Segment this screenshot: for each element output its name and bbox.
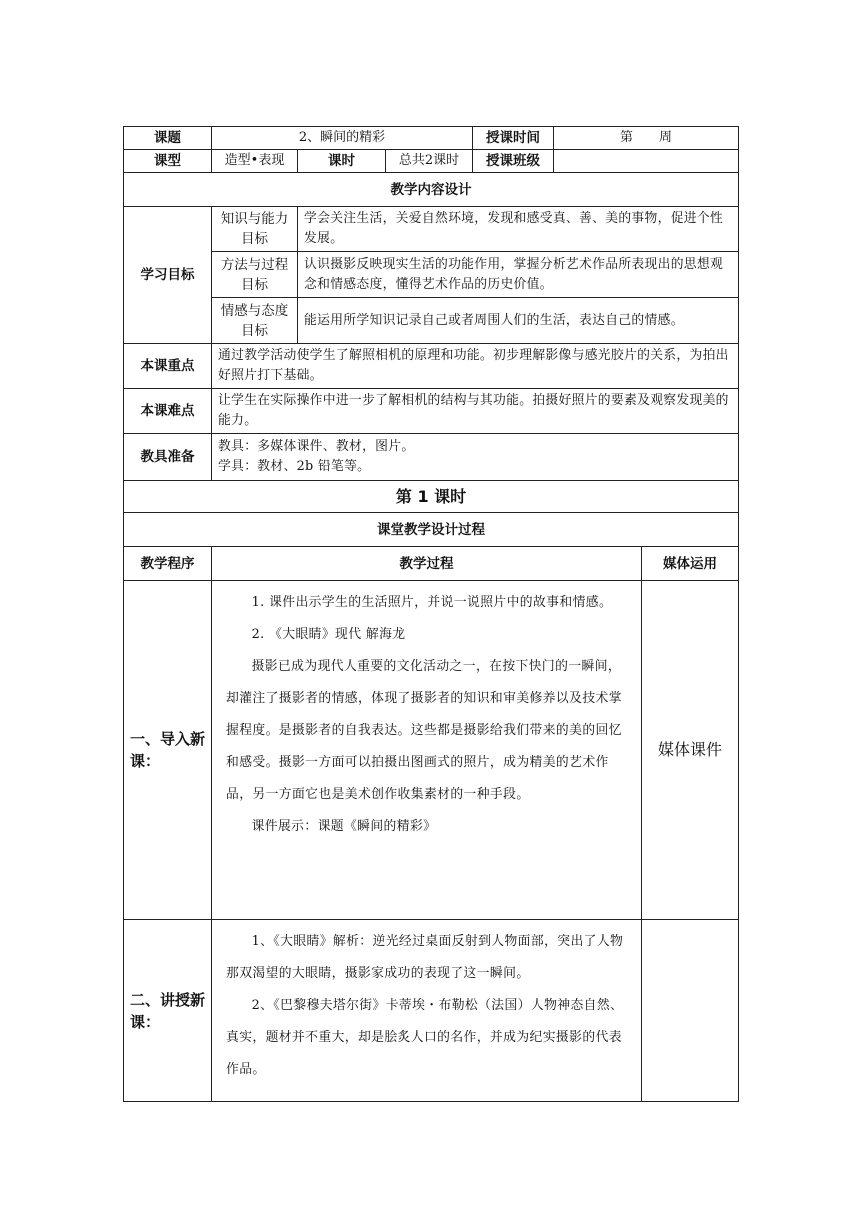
section-media-intro: 媒体课件: [642, 581, 739, 920]
column-media: 媒体运用: [642, 547, 739, 581]
difficulty-text: 让学生在实际操作中进一步了解相机的结构与其功能。拍摄好照片的要素及观察发现美的能力。: [212, 389, 739, 434]
process-title-row: [124, 513, 739, 547]
key-point-label: 本课重点: [124, 344, 212, 389]
hours-label: 课时: [298, 150, 386, 173]
class-value: [554, 150, 739, 173]
section-process-lecture: [212, 920, 642, 1102]
section-paragraph: 1、《大眼睛》解析：逆光经过桌面反射到人物面部，突出了人物那双渴望的大眼睛，摄影家成功的表现了这一瞬间。: [226, 934, 624, 981]
tools-row: [124, 434, 739, 481]
difficulty-row: [124, 389, 739, 434]
tools-text: [212, 434, 739, 481]
section-row-intro: [124, 581, 739, 920]
header-row-2: [124, 150, 739, 173]
section-media-lecture: [642, 920, 739, 1102]
type-label: 课型: [124, 150, 212, 173]
objective-row-3: [124, 298, 739, 344]
tools-label: 教具准备: [124, 434, 212, 481]
section-paragraph: 2. 《大眼睛》现代 解海龙: [251, 627, 406, 642]
topic-value: 2、瞬间的精彩: [212, 127, 473, 150]
section-label-intro: 一、导入新课：: [124, 581, 212, 920]
difficulty-label: 本课难点: [124, 389, 212, 434]
section-label-lecture: 二、讲授新课：: [124, 920, 212, 1102]
time-label: 授课时间: [473, 127, 554, 150]
column-procedure: 教学程序: [124, 547, 212, 581]
lesson-title: 第 1 课时: [124, 481, 739, 513]
section-paragraph: 课件展示：课题《瞬间的精彩》: [251, 819, 437, 834]
columns-row: [124, 547, 739, 581]
design-title: 教学内容设计: [124, 173, 739, 207]
lesson-plan-table-wrapper: [123, 126, 738, 1102]
section-paragraph: 2、《巴黎穆夫塔尔街》卡蒂埃・布勒松（法国）人物神态自然、真实，题材并不重大，却是脍炙人口的名作，并成为纪实摄影的代表作品。: [226, 998, 624, 1077]
lesson-title-row: [124, 481, 739, 513]
objective-name: 情感与态度目标: [212, 298, 298, 344]
section-process-intro: [212, 581, 642, 920]
key-point-row: [124, 344, 739, 389]
header-row-1: [124, 127, 739, 150]
objectives-label: 学习目标: [124, 207, 212, 344]
section-paragraph: 1. 课件出示学生的生活照片，并说一说照片中的故事和情感。: [251, 595, 613, 610]
type-value: 造型•表现: [212, 150, 298, 173]
tools-line-2: 学具：教材、2b 铅笔等。: [218, 459, 371, 474]
objective-name: 知识与能力目标: [212, 207, 298, 252]
objective-text: 能运用所学知识记录自己或者周围人们的生活，表达自己的情感。: [298, 298, 739, 344]
hours-value: 总共2课时: [386, 150, 473, 173]
objective-row-1: [124, 207, 739, 252]
section-row-lecture: [124, 920, 739, 1102]
key-point-text: 通过教学活动使学生了解照相机的原理和功能。初步理解影像与感光胶片的关系，为拍出好照片打下基础。: [212, 344, 739, 389]
class-label: 授课班级: [473, 150, 554, 173]
topic-label: 课题: [124, 127, 212, 150]
process-title: 课堂教学设计过程: [124, 513, 739, 547]
tools-line-1: 教具：多媒体课件、教材，图片。: [218, 439, 415, 454]
column-process: 教学过程: [212, 547, 642, 581]
objective-text: 认识摄影反映现实生活的功能作用，掌握分析艺术作品所表现出的思想观念和情感态度，懂得艺术作品的历史价值。: [298, 252, 739, 298]
section-paragraph: 摄影已成为现代人重要的文化活动之一，在按下快门的一瞬间，却灌注了摄影者的情感，体现了摄影者的知识和审美修养以及技术掌握程度。是摄影者的自我表达。这些都是摄影给我们带来的美的回忆和感受。摄影一方面可以拍摄出图画式的照片，成为精美的艺术作品，另一方面它也是美术创作收集素材的一种手段。: [226, 659, 622, 802]
design-title-row: [124, 173, 739, 207]
objective-text: 学会关注生活，关爱自然环境，发现和感受真、善、美的事物，促进个性发展。: [298, 207, 739, 252]
lesson-plan-table: [123, 126, 739, 1102]
objective-row-2: [124, 252, 739, 298]
objective-name: 方法与过程目标: [212, 252, 298, 298]
time-value: 第 周: [554, 127, 739, 150]
